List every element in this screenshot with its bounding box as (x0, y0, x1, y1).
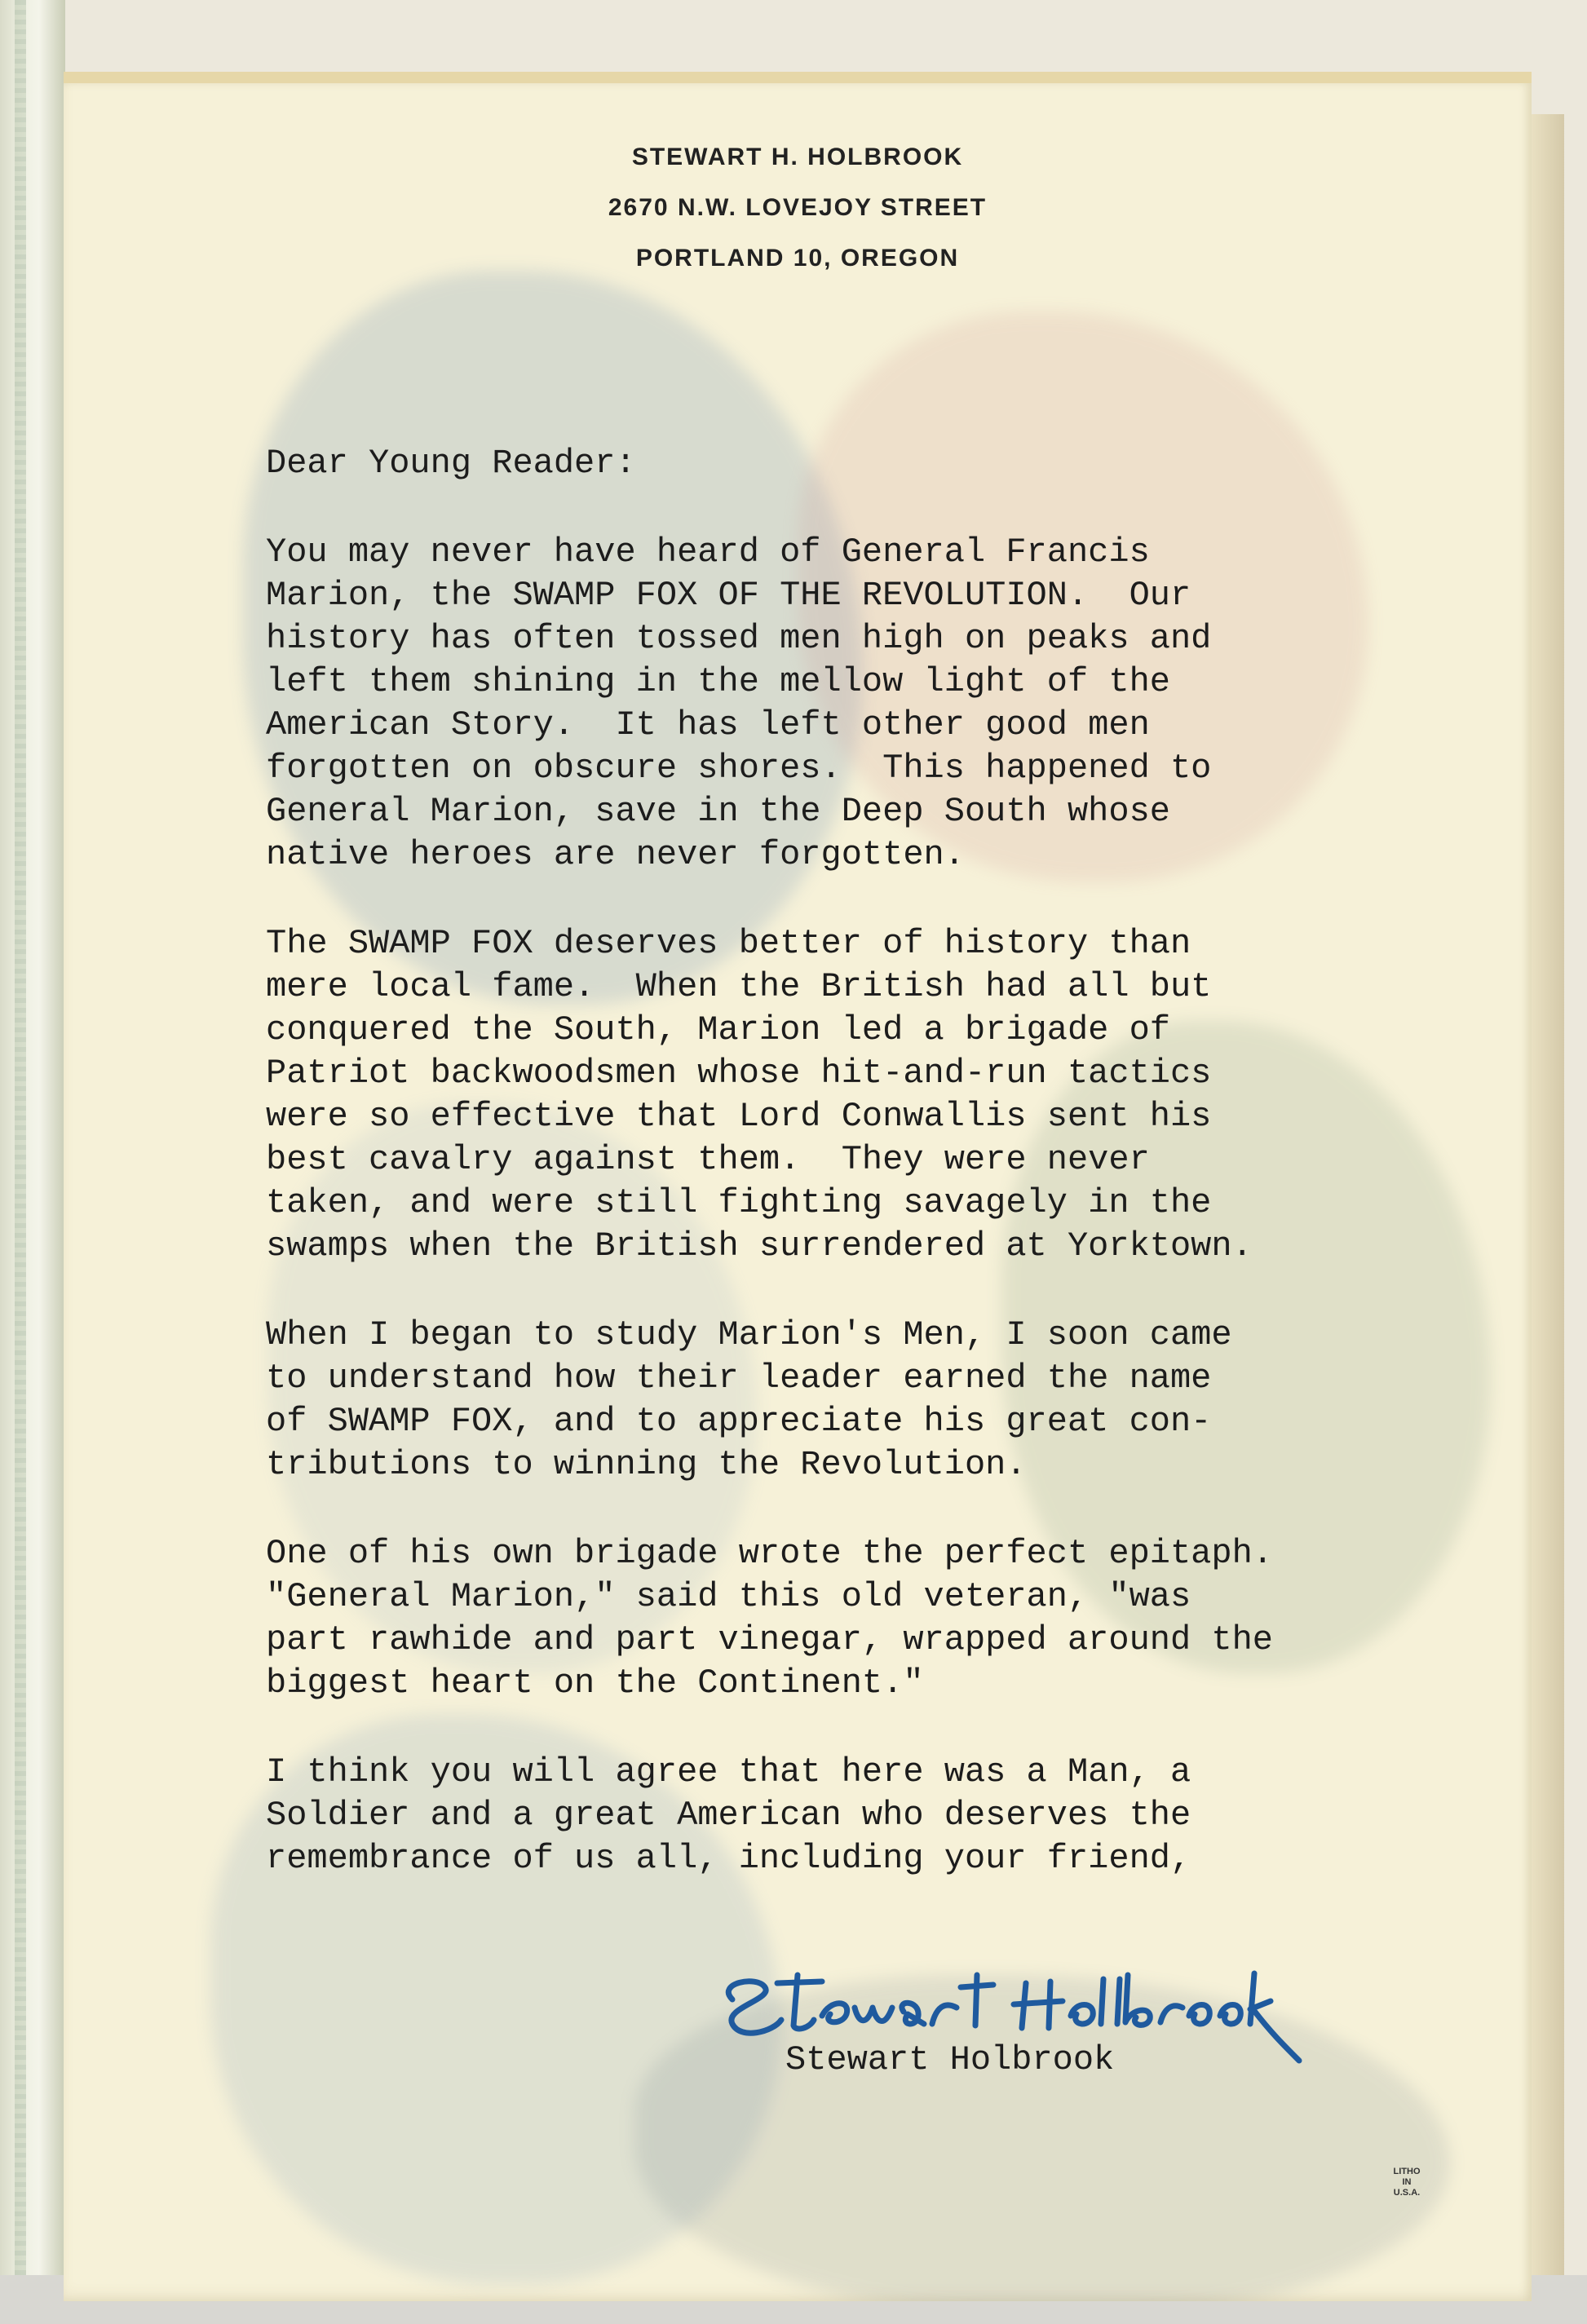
page-stack-edge (1532, 114, 1564, 2275)
letterhead-name: STEWART H. HOLBROOK (631, 144, 964, 170)
letter-paragraph: You may never have heard of General Francis Marion, the SWAMP FOX OF THE REVOLUTION. Our history has often tossed men high on peaks and left them shining in the mellow light of the American Story. It has left other good men forgotten on obscure shores. This happened to General Marion, save in the Deep South whose native heroes are never forgotten. (266, 532, 1212, 874)
imprint-line: IN (1402, 2177, 1412, 2187)
letterhead (64, 132, 1532, 284)
imprint-line: U.S.A. (1393, 2188, 1421, 2198)
letter-paragraph: The SWAMP FOX deserves better of history than mere local fame. When the British had all but conquered the South, Marion led a brigade of Patriot backwoodsmen whose hit-and-run tactics were so effective that Lord Conwallis sent his best cavalry against them. They were never taken, and were still fighting savagely in the swamps when the British surrendered at Yorktown. (266, 924, 1253, 1266)
letterhead-street: 2670 N.W. LOVEJOY STREET (608, 194, 988, 221)
letter-page (64, 72, 1532, 2301)
imprint-line: LITHO (1393, 2167, 1421, 2176)
salutation: Dear Young Reader: (266, 444, 636, 483)
letter-body (266, 442, 1424, 1926)
letter-paragraph: When I began to study Marion's Men, I soon came to understand how their leader earned the name of SWAMP FOX, and to appreciate his great con- tributions to winning the Revolution. (266, 1315, 1232, 1484)
letterhead-city: PORTLAND 10, OREGON (635, 245, 960, 272)
litho-imprint (1378, 2167, 1435, 2198)
letter-paragraph: I think you will agree that here was a Man, a Soldier and a great American who deserves the remembrance of us all, including your friend, (266, 1752, 1191, 1878)
book-cover-edge (0, 0, 65, 2324)
signer-name: Stewart Holbrook (785, 2040, 1115, 2079)
letter-paragraph: One of his own brigade wrote the perfect epitaph. "General Marion," said this old veteran, "was part rawhide and part vinegar, wrapped around the biggest heart on the Continent." (266, 1534, 1274, 1703)
